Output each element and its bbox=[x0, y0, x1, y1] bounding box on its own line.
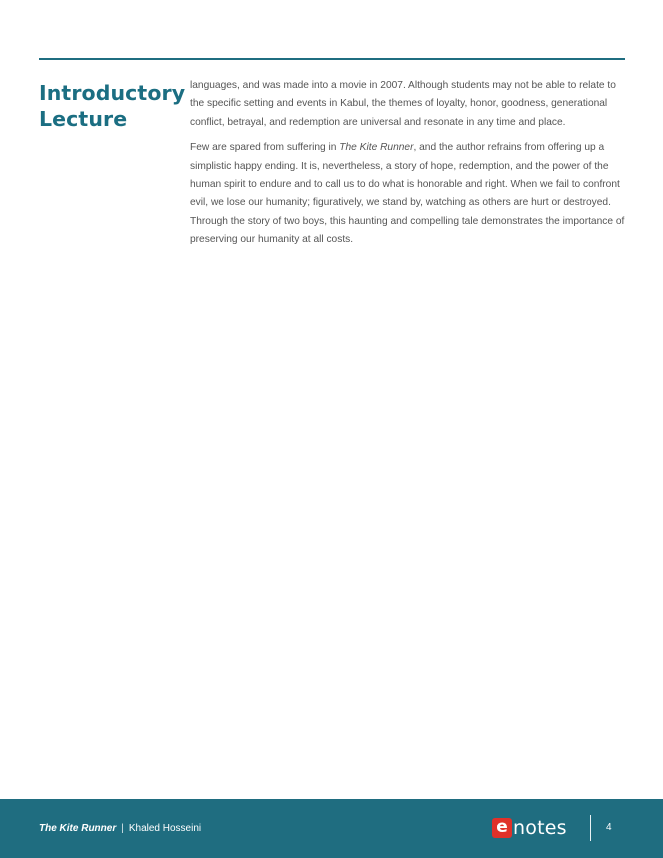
footer-book-title: The Kite Runner bbox=[39, 823, 117, 834]
book-title-italic: The Kite Runner bbox=[339, 142, 414, 154]
footer-vertical-divider bbox=[590, 815, 591, 841]
enotes-logo-e-icon: e bbox=[492, 818, 512, 838]
footer-author: Khaled Hosseini bbox=[128, 823, 202, 834]
paragraph-2 bbox=[190, 139, 628, 249]
footer-separator: | bbox=[121, 823, 124, 834]
page-footer bbox=[0, 799, 663, 858]
top-divider bbox=[39, 58, 625, 60]
footer-citation bbox=[39, 823, 201, 834]
paragraph-2-text-end: , and the author refrains from offering up a simplistic happy ending. It is, nevertheless, a story of hope, redemption, and the power of the human spirit to endure and to call us to do what is honorable and right. When we fail to confront evil, we lose our humanity; figuratively, we stand by, watching as others are hurt or destroyed. Through the story of two boys, this haunting and compelling tale demonstrates the importance of preserving our humanity at all costs. bbox=[190, 142, 625, 246]
body-text bbox=[190, 77, 628, 257]
page-number: 4 bbox=[606, 822, 612, 833]
paragraph-1: languages, and was made into a movie in 2007. Although students may not be able to relate to the specific setting and events in Kabul, the themes of loyalty, honor, goodness, generational conflict, betrayal, and redemption are universal and resonate in any time and place. bbox=[190, 80, 616, 128]
paragraph-2-text-start: Few are spared from suffering in bbox=[190, 142, 340, 154]
section-heading: Introductory Lecture bbox=[39, 81, 186, 131]
enotes-logo-wordmark: notes bbox=[513, 817, 567, 839]
enotes-logo bbox=[492, 817, 567, 839]
